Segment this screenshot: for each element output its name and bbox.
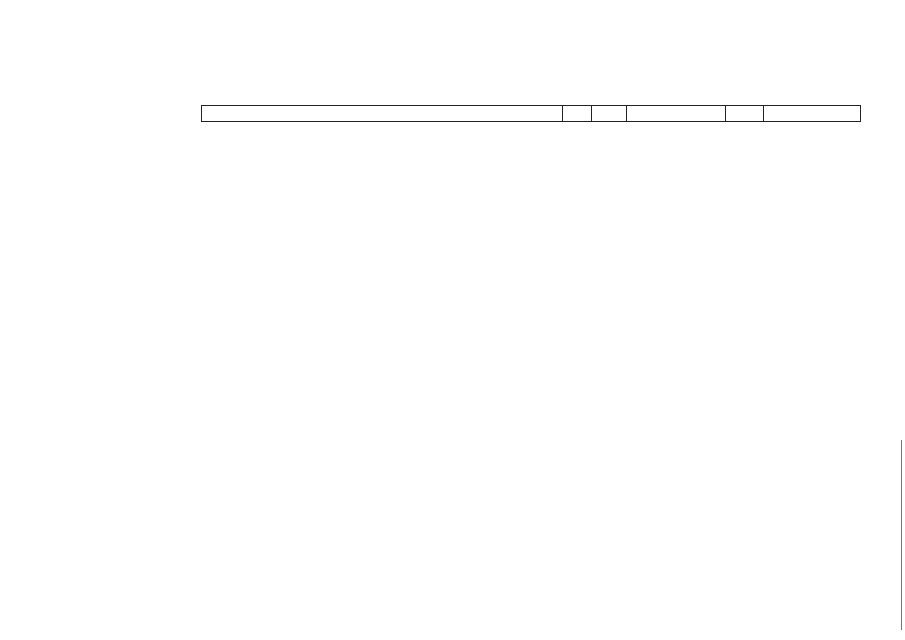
scan-edge <box>901 440 902 630</box>
header-year <box>764 106 860 121</box>
header-pr <box>592 106 627 121</box>
header-csr <box>627 106 726 121</box>
table-header <box>201 105 861 122</box>
header-name <box>202 106 563 121</box>
header-vr <box>726 106 764 121</box>
header-rz <box>563 106 592 121</box>
